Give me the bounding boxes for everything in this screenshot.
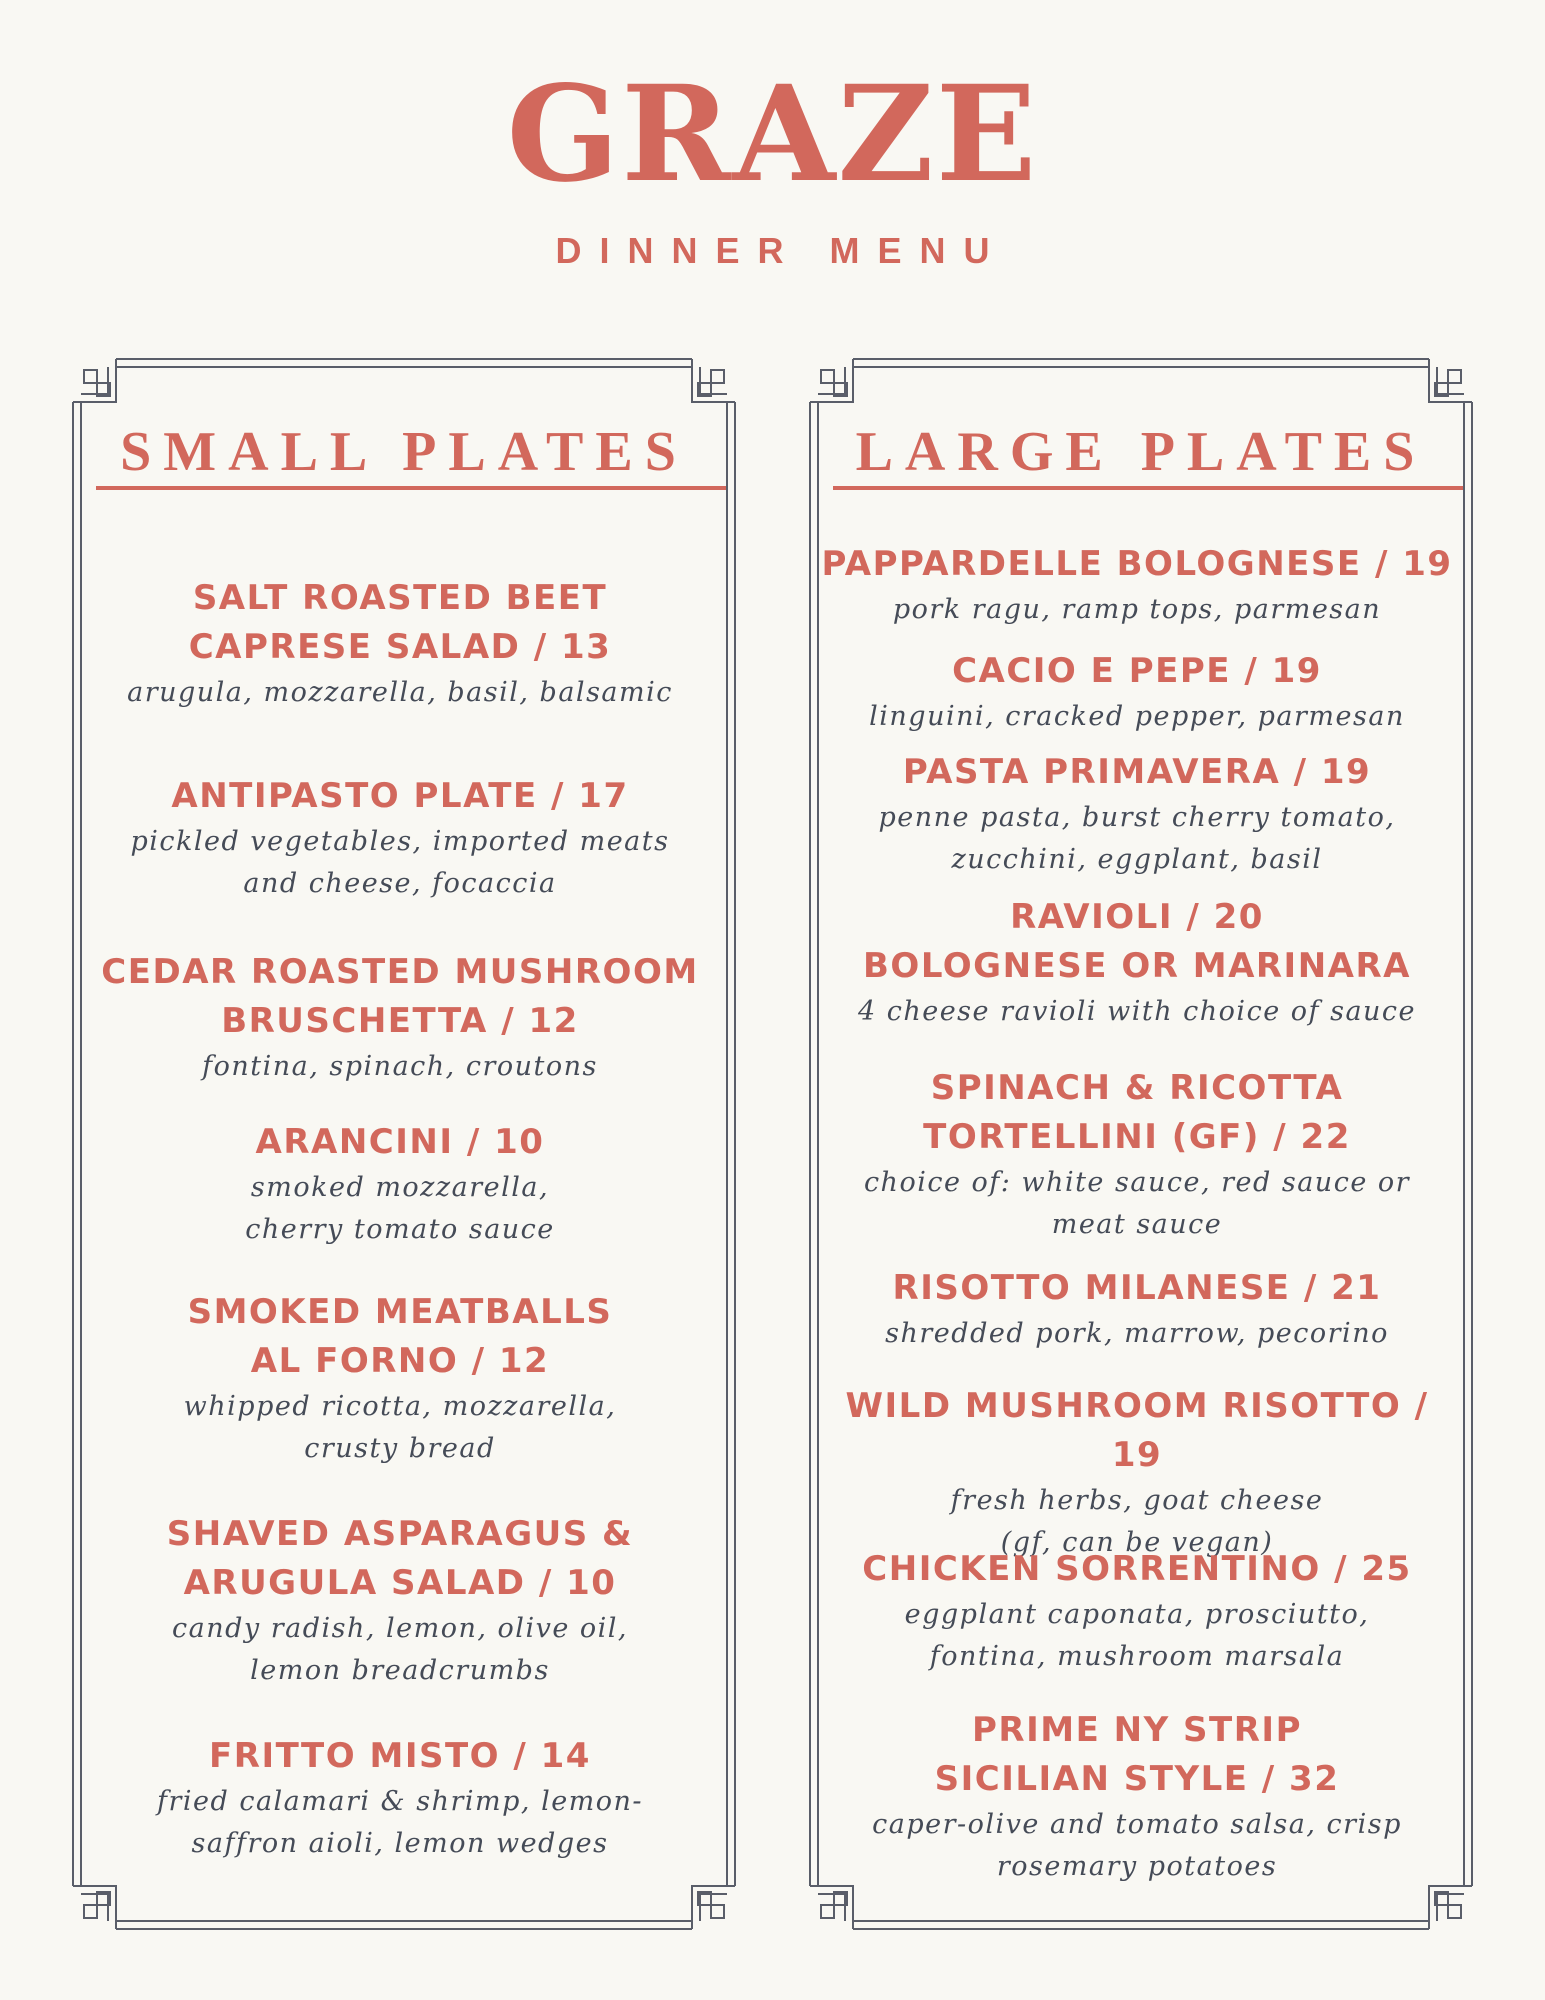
small-plates-panel xyxy=(68,354,740,1934)
item-description: eggplant caponata, prosciutto, fontina, mushroom marsala xyxy=(904,1599,1370,1672)
item-description: fresh herbs, goat cheese (gf, can be vegan) xyxy=(950,1485,1324,1558)
item-name: PASTA PRIMAVERA / 19 xyxy=(902,752,1372,792)
item-name: SHAVED ASPARAGUS & ARUGULA SALAD / 10 xyxy=(166,1514,634,1603)
item-description: candy radish, lemon, olive oil, lemon breadcrumbs xyxy=(171,1613,629,1686)
item-description: fried calamari & shrimp, lemon- saffron aioli, lemon wedges xyxy=(156,1786,644,1859)
menu-item xyxy=(819,1064,1455,1246)
item-name: SMOKED MEATBALLS AL FORNO / 12 xyxy=(187,1292,613,1381)
brand-logo: GRAZE xyxy=(506,57,1039,212)
menu-item xyxy=(82,1510,718,1692)
item-name: ARANCINI / 10 xyxy=(255,1122,545,1162)
menu-item xyxy=(819,893,1455,1033)
item-description: arugula, mozzarella, basil, balsamic xyxy=(127,677,673,708)
section-title: LARGE PLATES xyxy=(855,421,1427,483)
section-title: SMALL PLATES xyxy=(120,421,688,483)
menu-item xyxy=(82,574,718,714)
item-name: RISOTTO MILANESE / 21 xyxy=(892,1268,1382,1308)
menu-item xyxy=(819,748,1455,881)
item-description: smoked mozzarella, cherry tomato sauce xyxy=(245,1172,555,1245)
menu-item xyxy=(82,1288,718,1470)
item-name: PAPPARDELLE BOLOGNESE / 19 xyxy=(821,544,1453,584)
menu-item xyxy=(819,1382,1455,1564)
item-description: pickled vegetables, imported meats and cheese, focaccia xyxy=(130,826,670,899)
item-name: ANTIPASTO PLATE / 17 xyxy=(171,776,629,816)
item-description: shredded pork, marrow, pecorino xyxy=(885,1318,1389,1349)
item-description: fontina, spinach, croutons xyxy=(202,1051,598,1082)
item-name: SALT ROASTED BEET CAPRESE SALAD / 13 xyxy=(188,578,612,667)
item-name: CHICKEN SORRENTINO / 25 xyxy=(862,1549,1412,1589)
item-name: CEDAR ROASTED MUSHROOM BRUSCHETTA / 12 xyxy=(101,952,699,1041)
menu-item xyxy=(819,540,1455,631)
title-underline xyxy=(96,486,726,490)
menu-item xyxy=(82,1118,718,1251)
large-plates-panel xyxy=(805,354,1477,1934)
item-name: WILD MUSHROOM RISOTTO / 19 xyxy=(845,1386,1429,1475)
item-name: RAVIOLI / 20 BOLOGNESE OR MARINARA xyxy=(863,897,1411,986)
item-description: pork ragu, ramp tops, parmesan xyxy=(892,594,1382,625)
item-description: whipped ricotta, mozzarella, crusty bread xyxy=(183,1391,617,1464)
item-description: caper-olive and tomato salsa, crisp rosemary potatoes xyxy=(872,1809,1402,1882)
item-name: SPINACH & RICOTTA TORTELLINI (GF) / 22 xyxy=(923,1068,1351,1157)
menu-item xyxy=(82,1732,718,1865)
item-name: PRIME NY STRIP SICILIAN STYLE / 32 xyxy=(934,1710,1340,1799)
menu-subtitle: DINNER MENU xyxy=(555,230,1008,271)
item-name: FRITTO MISTO / 14 xyxy=(209,1736,591,1776)
title-underline xyxy=(833,486,1463,490)
menu-item xyxy=(82,772,718,905)
item-description: linguini, cracked pepper, parmesan xyxy=(869,701,1405,732)
menu-item xyxy=(819,1264,1455,1355)
item-description: penne pasta, burst cherry tomato, zucchini, eggplant, basil xyxy=(878,802,1396,875)
item-description: choice of: white sauce, red sauce or meat sauce xyxy=(863,1167,1411,1240)
item-description: 4 cheese ravioli with choice of sauce xyxy=(857,996,1417,1027)
menu-item xyxy=(82,948,718,1088)
item-name: CACIO E PEPE / 19 xyxy=(952,651,1322,691)
menu-item xyxy=(819,647,1455,738)
menu-item xyxy=(819,1706,1455,1888)
menu-item xyxy=(819,1545,1455,1678)
